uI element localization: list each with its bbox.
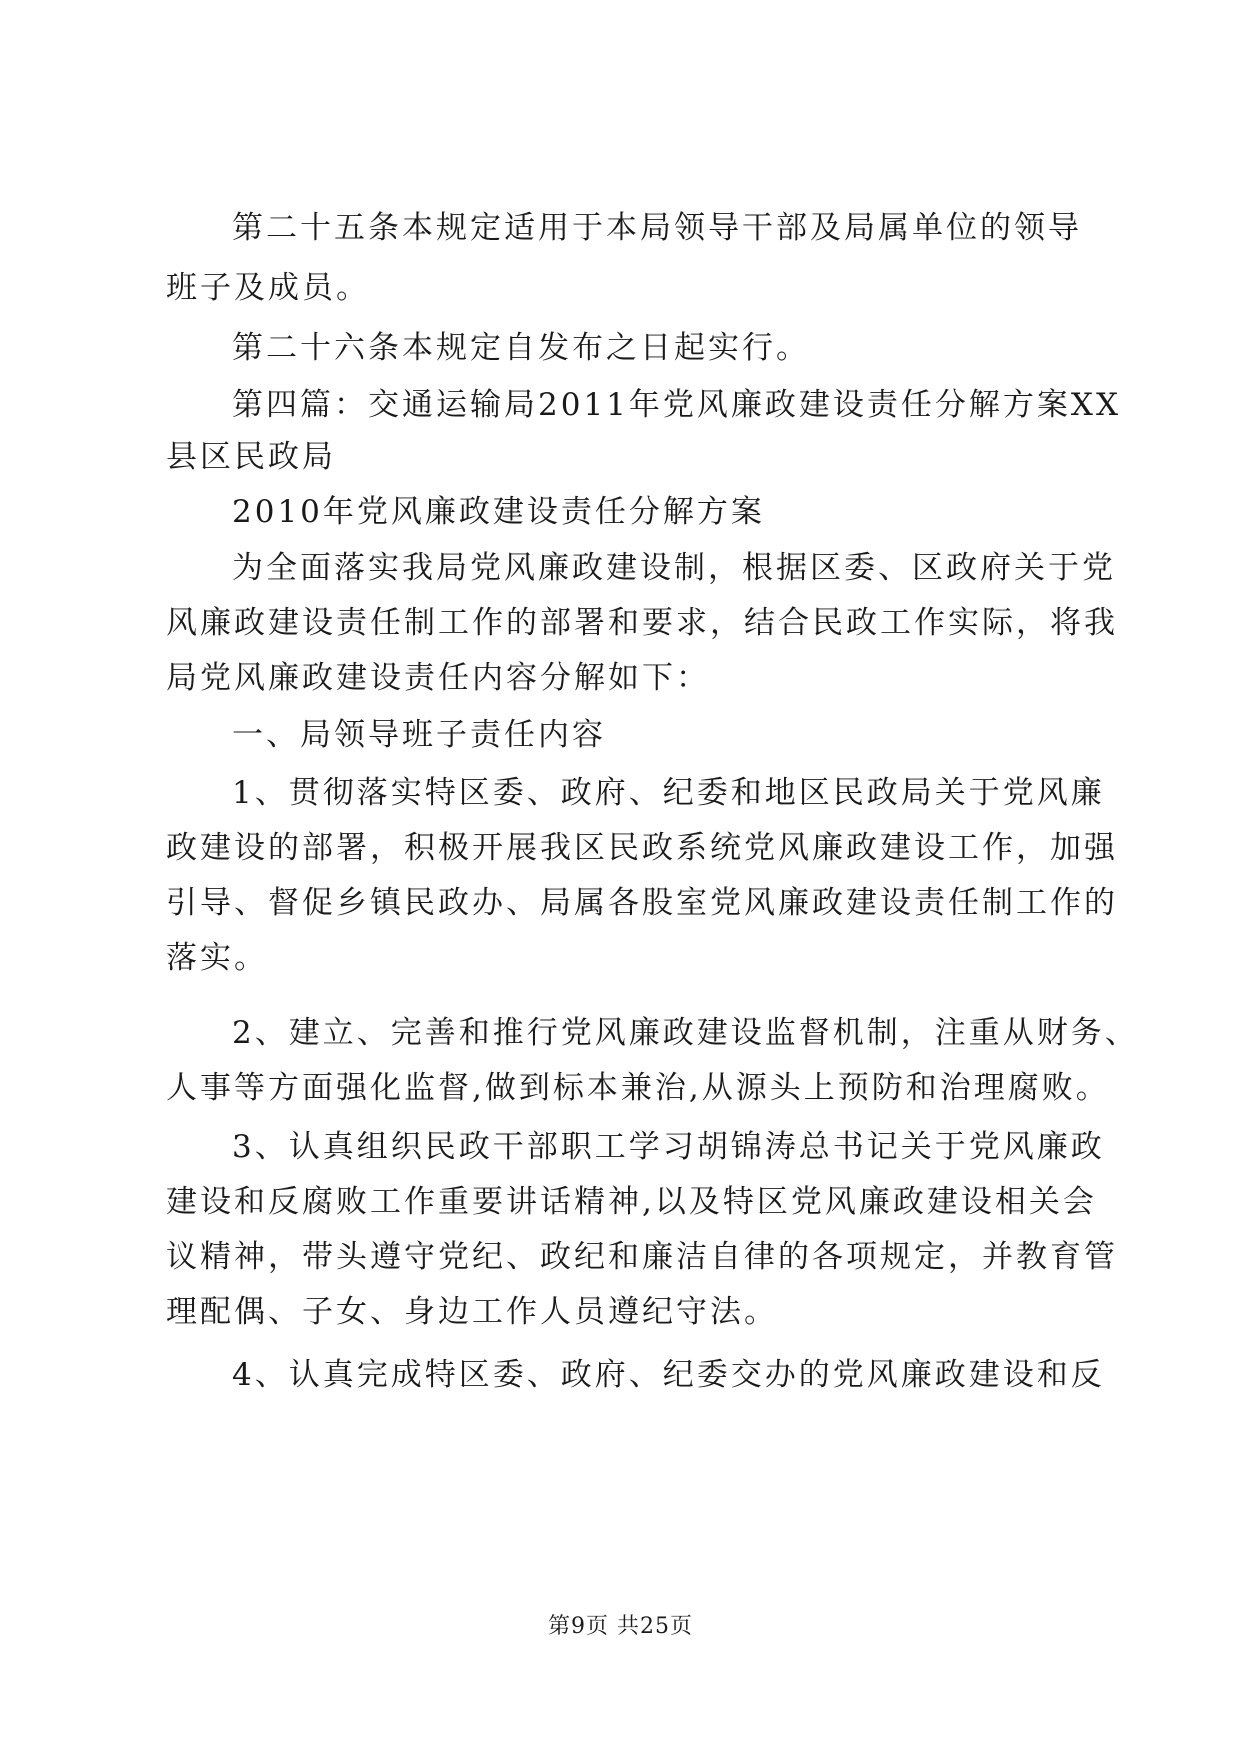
paragraph-line: 建设和反腐败工作重要讲话精神,以及特区党风廉政建设相关会 [166, 1184, 1097, 1220]
paragraph-line: 议精神，带头遵守党纪、政纪和廉洁自律的各项规定，并教育管 [166, 1239, 1118, 1275]
section-heading-line: 一、局领导班子责任内容 [232, 717, 606, 753]
section-heading-line: 县区民政局 [166, 439, 336, 475]
paragraph-line: 落实。 [166, 940, 268, 976]
paragraph-line: 第二十六条本规定自发布之日起实行。 [232, 330, 810, 366]
paragraph-line: 局党风廉政建设责任内容分解如下： [166, 660, 710, 696]
paragraph-line: 班子及成员。 [166, 270, 370, 306]
paragraph-line: 1、贯彻落实特区委、政府、纪委和地区民政局关于党风廉 [232, 775, 1105, 811]
paragraph-line: 政建设的部署，积极开展我区民政系统党风廉政建设工作，加强 [166, 830, 1118, 866]
section-heading-line: 第四篇：交通运输局2011年党风廉政建设责任分解方案XX [232, 387, 1122, 423]
paragraph-line: 2、建立、完善和推行党风廉政建设监督机制，注重从财务、 [232, 1015, 1139, 1051]
paragraph-line: 引导、督促乡镇民政办、局属各股室党风廉政建设责任制工作的 [166, 885, 1118, 921]
paragraph-line: 为全面落实我局党风廉政建设制，根据区委、区政府关于党 [232, 550, 1116, 586]
paragraph-line: 第二十五条本规定适用于本局领导干部及局属单位的领导 [232, 210, 1082, 246]
paragraph-line: 人事等方面强化监督,做到标本兼治,从源头上预防和治理腐败。 [166, 1070, 1110, 1106]
paragraph-line: 风廉政建设责任制工作的部署和要求，结合民政工作实际，将我 [166, 605, 1118, 641]
document-subtitle: 2010年党风廉政建设责任分解方案 [232, 494, 765, 530]
paragraph-line: 3、认真组织民政干部职工学习胡锦涛总书记关于党风廉政 [232, 1129, 1105, 1165]
page-number-footer: 第9页 共25页 [548, 1614, 693, 1639]
paragraph-line: 4、认真完成特区委、政府、纪委交办的党风廉政建设和反 [232, 1357, 1105, 1393]
paragraph-line: 理配偶、子女、身边工作人员遵纪守法。 [166, 1294, 778, 1330]
